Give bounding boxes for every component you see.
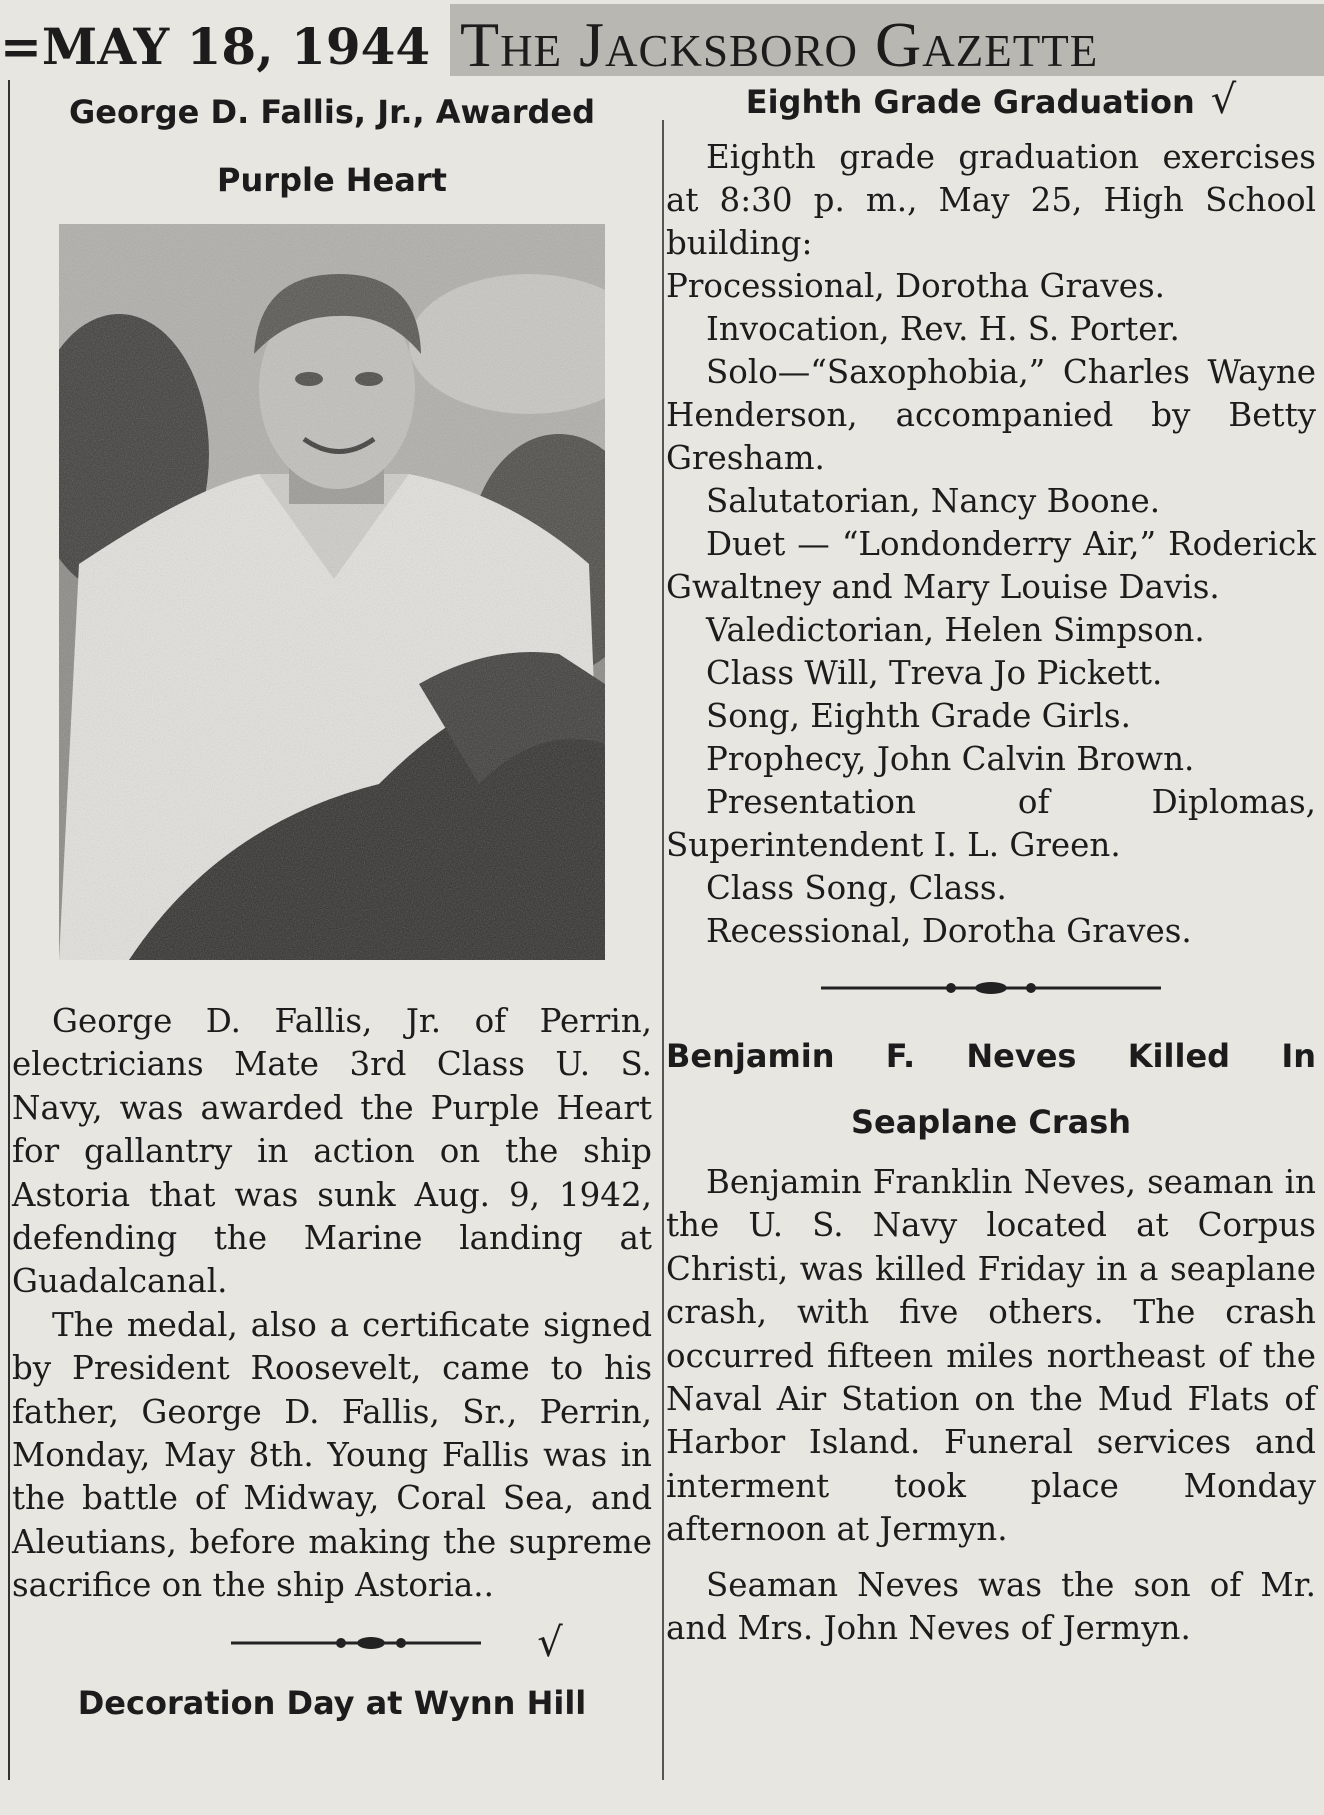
program-item: Duet — “Londonderry Air,” Roderick Gwaltney and Mary Louise Davis.	[666, 525, 1316, 606]
article-paragraph: Benjamin Franklin Neves, seaman in the U. S. Navy located at Corpus Christi, was killed Friday in a seaplane crash, with five others. The crash occurred fifteen miles northeast of the Naval Air Station on the Mud Flats of Harbor Island. Funeral services and interment took place Monday afternoon at Jermyn.	[666, 1163, 1316, 1549]
program-intro: Eighth grade graduation exercises at 8:30 p. m., May 25, High School building:	[666, 138, 1316, 262]
program-item: Class Will, Treva Jo Pickett.	[706, 654, 1163, 692]
left-column	[12, 78, 652, 1722]
masthead-date: =MAY 18, 1944	[0, 17, 431, 76]
article-paragraph: The medal, also a certificate signed by President Roosevelt, came to his father, George D. Fallis, Sr., Perrin, Monday, May 8th. Young Fallis was in the battle of Midway, Coral Sea, and Aleutians, before making the supreme sacrifice on the ship Astoria..	[12, 1305, 652, 1605]
article-headline-graduation	[666, 78, 1316, 124]
graduation-program	[666, 136, 1316, 953]
program-item: Song, Eighth Grade Girls.	[706, 697, 1131, 735]
headline-line-1: Benjamin F. Neves Killed In	[666, 1037, 1316, 1075]
program-item: Invocation, Rev. H. S. Porter.	[706, 310, 1180, 348]
headline-line-1: George D. Fallis, Jr., Awarded	[69, 93, 595, 131]
program-item: Class Song, Class.	[706, 869, 1007, 907]
article-paragraph: Seaman Neves was the son of Mr. and Mrs. John Neves of Jermyn.	[666, 1565, 1316, 1648]
portrait-photo	[59, 224, 605, 960]
program-item: Recessional, Dorotha Graves.	[706, 912, 1192, 950]
checkmark: √	[537, 1619, 563, 1666]
program-item: Salutatorian, Nancy Boone.	[706, 482, 1161, 520]
program-item: Presentation of Diplomas, Superintendent I. L. Green.	[666, 783, 1316, 864]
right-column	[666, 78, 1316, 1650]
column-rule-middle	[662, 120, 664, 1780]
headline-line-2: Purple Heart	[217, 161, 447, 199]
masthead-title: The Jacksboro Gazette	[450, 4, 1324, 76]
article-headline-fallis	[12, 78, 652, 214]
headline-line-2: Seaplane Crash	[850, 1103, 1132, 1141]
next-article-headline: Decoration Day at Wynn Hill	[77, 1683, 587, 1722]
article-headline-neves	[666, 1023, 1316, 1155]
column-rule-left	[8, 80, 10, 1780]
checkmark: √	[1210, 77, 1237, 123]
program-item: Prophecy, John Calvin Brown.	[706, 740, 1195, 778]
program-item: Processional, Dorotha Graves.	[666, 267, 1165, 305]
section-divider	[666, 953, 1316, 1023]
section-divider	[12, 1608, 652, 1678]
program-item: Valedictorian, Helen Simpson.	[706, 611, 1205, 649]
headline-text: Eighth Grade Graduation	[745, 83, 1195, 121]
article-paragraph: George D. Fallis, Jr. of Perrin, electricians Mate 3rd Class U. S. Navy, was awarded the Purple Heart for gallantry in action on the ship Astoria that was sunk Aug. 9, 1942, defending the Marine landing at Guadalcanal.	[12, 1002, 652, 1301]
program-item: Solo—“Saxophobia,” Charles Wayne Henderson, accompanied by Betty Gresham.	[666, 353, 1316, 477]
